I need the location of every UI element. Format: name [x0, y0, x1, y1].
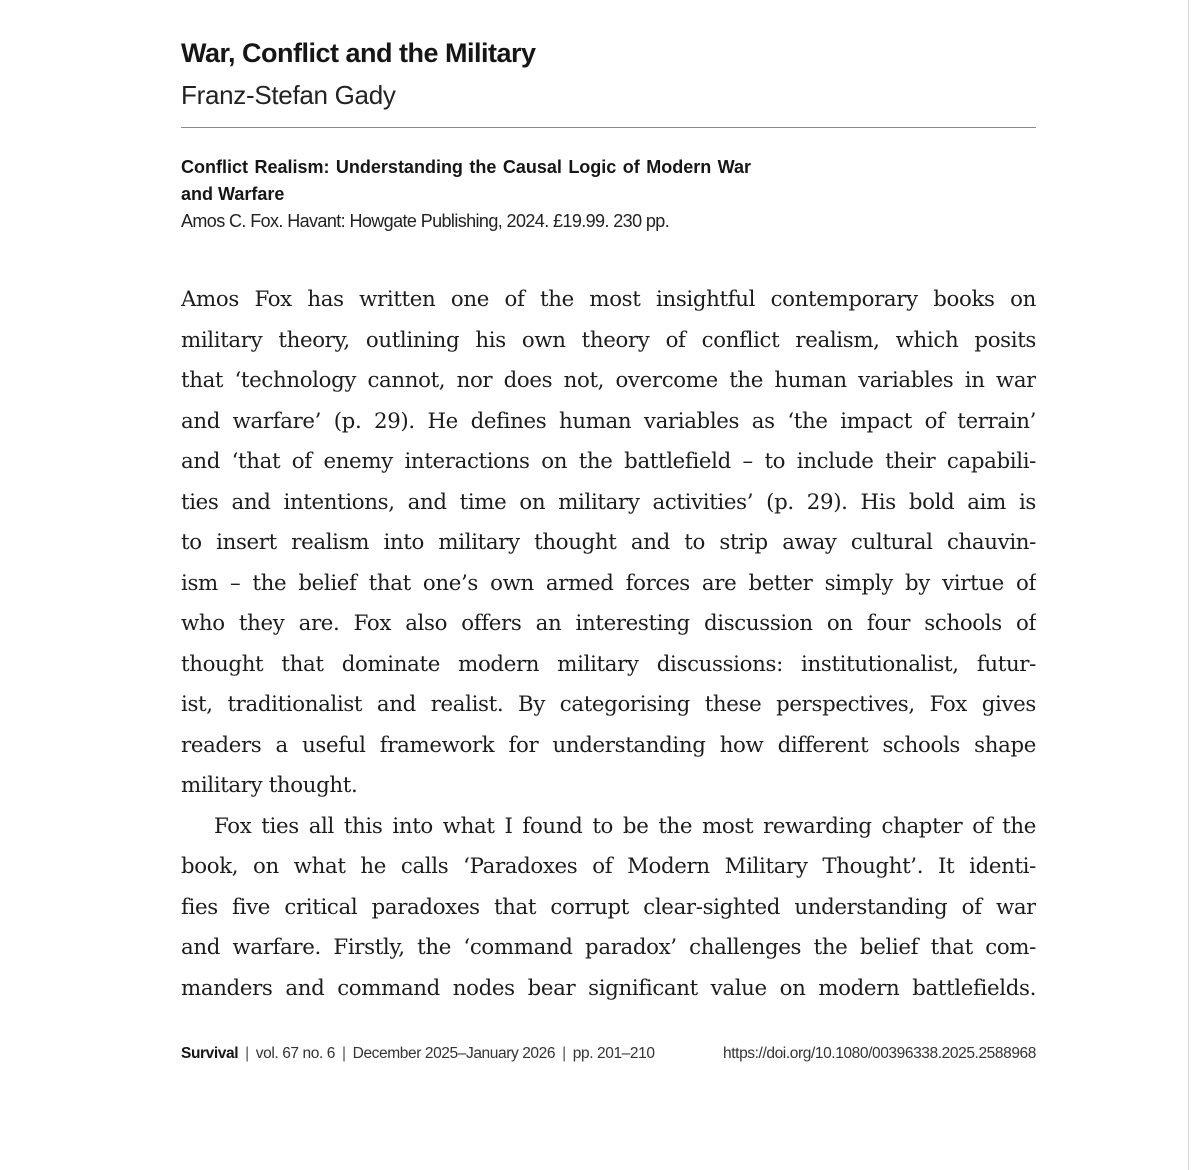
page-range: pp. 201–210: [572, 1045, 655, 1062]
text-line: ties and intentions, and time on military activities’ (p. 29). His bold aim is: [181, 489, 1036, 515]
text-line: Amos Fox has written one of the most insightful contemporary books on: [181, 287, 1036, 312]
paragraph-1: [181, 280, 1036, 807]
journal-name: Survival: [181, 1045, 239, 1062]
text-line: ist, traditionalist and realist. By categorising these perspectives, Fox gives: [181, 692, 1036, 717]
review-body: [181, 280, 1036, 1009]
book-metadata: Amos C. Fox. Havant: Howgate Publishing, 2024. £19.99. 230 pp.: [181, 211, 670, 231]
issue-date: December 2025–January 2026: [352, 1045, 556, 1062]
text-line: and warfare’ (p. 29). He defines human variables as ‘the impact of terrain’: [181, 408, 1036, 434]
text-line: fies five critical paradoxes that corrupt clear-sighted understanding of war: [181, 894, 1036, 920]
text-line: who they are. Fox also offers an interesting discussion on four schools of: [181, 611, 1036, 636]
text-line: book, on what he calls ‘Paradoxes of Modern Military Thought’. It identi-: [181, 854, 1036, 879]
footer-separator: |: [342, 1045, 346, 1062]
footer-separator: |: [245, 1045, 249, 1062]
section-title: War, Conflict and the Military: [181, 38, 536, 68]
text-line: to insert realism into military thought and to strip away cultural chauvin-: [181, 530, 1036, 555]
footer-separator: |: [562, 1045, 566, 1062]
page-edge-line: [1188, 0, 1189, 1170]
text-line: readers a useful framework for understanding how different schools shape: [181, 732, 1036, 758]
doi-link[interactable]: https://doi.org/10.1080/00396338.2025.2588968: [723, 1045, 1036, 1062]
book-title: Conflict Realism: Understanding the Causal Logic of Modern War and Warfare: [181, 157, 751, 204]
text-line: and warfare. Firstly, the ‘command paradox’ challenges the belief that com-: [181, 935, 1036, 960]
page-footer: [181, 1045, 1036, 1063]
text-line: Fox ties all this into what I found to be the most rewarding chapter of the: [214, 813, 1036, 839]
header-rule: [181, 127, 1036, 128]
text-line: military thought.: [181, 773, 358, 798]
reviewer-name: Franz-Stefan Gady: [181, 80, 396, 110]
paragraph-2: [181, 807, 1036, 1010]
text-line: and ‘that of enemy interactions on the battlefield – to include their capabili-: [181, 449, 1036, 474]
text-line: ism – the belief that one’s own armed forces are better simply by virtue of: [181, 570, 1036, 596]
text-line: thought that dominate modern military discussions: institutionalist, futur-: [181, 651, 1036, 677]
journal-volume: vol. 67 no. 6: [255, 1045, 336, 1062]
text-line: that ‘technology cannot, nor does not, overcome the human variables in war: [181, 368, 1036, 393]
text-line: military theory, outlining his own theory of conflict realism, which posits: [181, 327, 1036, 353]
text-line: manders and command nodes bear significant value on modern battlefields.: [181, 975, 1036, 1001]
